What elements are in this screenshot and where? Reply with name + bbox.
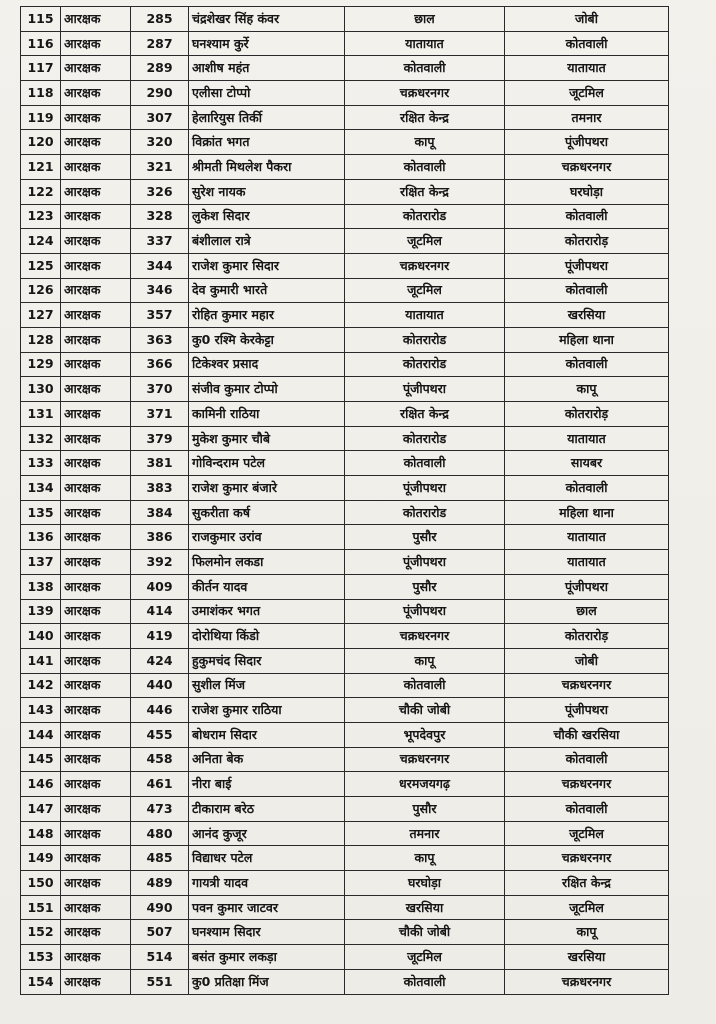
badge-number-cell: 551 bbox=[131, 969, 189, 994]
name-cell: कामिनी राठिया bbox=[189, 402, 345, 427]
name-cell: कु0 प्रतिक्षा मिंज bbox=[189, 969, 345, 994]
name-cell: अनिता बेक bbox=[189, 747, 345, 772]
current-posting-cell: चक्रधरनगर bbox=[345, 747, 505, 772]
new-posting-cell: चक्रधरनगर bbox=[505, 846, 669, 871]
table-row bbox=[21, 7, 669, 32]
new-posting-cell: कोतरारोड़ bbox=[505, 402, 669, 427]
table-row bbox=[21, 327, 669, 352]
name-cell: रोहित कुमार महार bbox=[189, 303, 345, 328]
new-posting-cell: कोतवाली bbox=[505, 204, 669, 229]
new-posting-cell: खरसिया bbox=[505, 303, 669, 328]
name-cell: विक्रांत भगत bbox=[189, 130, 345, 155]
current-posting-cell: कोतवाली bbox=[345, 155, 505, 180]
table-row bbox=[21, 895, 669, 920]
serial-number-cell: 149 bbox=[21, 846, 61, 871]
serial-number-cell: 131 bbox=[21, 402, 61, 427]
serial-number-cell: 126 bbox=[21, 278, 61, 303]
table-row bbox=[21, 105, 669, 130]
rank-cell: आरक्षक bbox=[61, 525, 131, 550]
current-posting-cell: कोतरारोड bbox=[345, 352, 505, 377]
name-cell: टीकाराम बरेठ bbox=[189, 797, 345, 822]
serial-number-cell: 118 bbox=[21, 81, 61, 106]
rank-cell: आरक्षक bbox=[61, 747, 131, 772]
new-posting-cell: यातायात bbox=[505, 525, 669, 550]
serial-number-cell: 135 bbox=[21, 500, 61, 525]
serial-number-cell: 130 bbox=[21, 377, 61, 402]
badge-number-cell: 321 bbox=[131, 155, 189, 180]
rank-cell: आरक्षक bbox=[61, 945, 131, 970]
current-posting-cell: चक्रधरनगर bbox=[345, 624, 505, 649]
rank-cell: आरक्षक bbox=[61, 969, 131, 994]
current-posting-cell: धरमजयगढ़ bbox=[345, 772, 505, 797]
rank-cell: आरक्षक bbox=[61, 31, 131, 56]
badge-number-cell: 440 bbox=[131, 673, 189, 698]
new-posting-cell: जूटमिल bbox=[505, 81, 669, 106]
name-cell: विद्याधर पटेल bbox=[189, 846, 345, 871]
table-row bbox=[21, 525, 669, 550]
current-posting-cell: कोतरारोड bbox=[345, 204, 505, 229]
name-cell: कु0 रश्मि केरकेट्टा bbox=[189, 327, 345, 352]
table-row bbox=[21, 599, 669, 624]
badge-number-cell: 366 bbox=[131, 352, 189, 377]
new-posting-cell: कापू bbox=[505, 377, 669, 402]
new-posting-cell: जूटमिल bbox=[505, 821, 669, 846]
name-cell: राजेश कुमार सिदार bbox=[189, 253, 345, 278]
table-row bbox=[21, 550, 669, 575]
rank-cell: आरक्षक bbox=[61, 303, 131, 328]
current-posting-cell: छाल bbox=[345, 7, 505, 32]
table-row bbox=[21, 253, 669, 278]
rank-cell: आरक्षक bbox=[61, 327, 131, 352]
new-posting-cell: कोतरारोड़ bbox=[505, 624, 669, 649]
rank-cell: आरक्षक bbox=[61, 698, 131, 723]
new-posting-cell: जोबी bbox=[505, 648, 669, 673]
current-posting-cell: पुसौर bbox=[345, 574, 505, 599]
serial-number-cell: 150 bbox=[21, 871, 61, 896]
serial-number-cell: 137 bbox=[21, 550, 61, 575]
rank-cell: आरक्षक bbox=[61, 550, 131, 575]
badge-number-cell: 514 bbox=[131, 945, 189, 970]
new-posting-cell: यातायात bbox=[505, 550, 669, 575]
serial-number-cell: 121 bbox=[21, 155, 61, 180]
serial-number-cell: 151 bbox=[21, 895, 61, 920]
table-row bbox=[21, 476, 669, 501]
table-row bbox=[21, 130, 669, 155]
rank-cell: आरक्षक bbox=[61, 920, 131, 945]
new-posting-cell: तमनार bbox=[505, 105, 669, 130]
rank-cell: आरक्षक bbox=[61, 846, 131, 871]
name-cell: हुकुमचंद सिदार bbox=[189, 648, 345, 673]
current-posting-cell: कोतरारोड bbox=[345, 327, 505, 352]
table-row bbox=[21, 772, 669, 797]
current-posting-cell: पुसौर bbox=[345, 797, 505, 822]
serial-number-cell: 132 bbox=[21, 426, 61, 451]
new-posting-cell: कोतवाली bbox=[505, 476, 669, 501]
name-cell: बोधराम सिदार bbox=[189, 722, 345, 747]
table-row bbox=[21, 500, 669, 525]
name-cell: गोविन्दराम पटेल bbox=[189, 451, 345, 476]
current-posting-cell: चक्रधरनगर bbox=[345, 81, 505, 106]
table-row bbox=[21, 821, 669, 846]
badge-number-cell: 414 bbox=[131, 599, 189, 624]
current-posting-cell: पूंजीपथरा bbox=[345, 599, 505, 624]
table-row bbox=[21, 377, 669, 402]
badge-number-cell: 371 bbox=[131, 402, 189, 427]
serial-number-cell: 133 bbox=[21, 451, 61, 476]
name-cell: राजेश कुमार राठिया bbox=[189, 698, 345, 723]
badge-number-cell: 473 bbox=[131, 797, 189, 822]
current-posting-cell: रक्षित केन्द्र bbox=[345, 105, 505, 130]
name-cell: राजकुमार उरांव bbox=[189, 525, 345, 550]
badge-number-cell: 446 bbox=[131, 698, 189, 723]
rank-cell: आरक्षक bbox=[61, 105, 131, 130]
serial-number-cell: 134 bbox=[21, 476, 61, 501]
table-row bbox=[21, 871, 669, 896]
badge-number-cell: 461 bbox=[131, 772, 189, 797]
name-cell: बंशीलाल रात्रे bbox=[189, 229, 345, 254]
new-posting-cell: सायबर bbox=[505, 451, 669, 476]
new-posting-cell: पूंजीपथरा bbox=[505, 698, 669, 723]
table-row bbox=[21, 204, 669, 229]
name-cell: घनश्याम कुर्रे bbox=[189, 31, 345, 56]
serial-number-cell: 142 bbox=[21, 673, 61, 698]
badge-number-cell: 344 bbox=[131, 253, 189, 278]
current-posting-cell: कोतवाली bbox=[345, 969, 505, 994]
rank-cell: आरक्षक bbox=[61, 155, 131, 180]
name-cell: उमाशंकर भगत bbox=[189, 599, 345, 624]
rank-cell: आरक्षक bbox=[61, 81, 131, 106]
current-posting-cell: रक्षित केन्द्र bbox=[345, 179, 505, 204]
badge-number-cell: 285 bbox=[131, 7, 189, 32]
table-row bbox=[21, 920, 669, 945]
serial-number-cell: 119 bbox=[21, 105, 61, 130]
badge-number-cell: 383 bbox=[131, 476, 189, 501]
serial-number-cell: 140 bbox=[21, 624, 61, 649]
new-posting-cell: चौकी खरसिया bbox=[505, 722, 669, 747]
new-posting-cell: चक्रधरनगर bbox=[505, 969, 669, 994]
serial-number-cell: 145 bbox=[21, 747, 61, 772]
name-cell: टिकेश्वर प्रसाद bbox=[189, 352, 345, 377]
name-cell: दोरोथिया किंडो bbox=[189, 624, 345, 649]
table-row bbox=[21, 179, 669, 204]
name-cell: नीरा बाई bbox=[189, 772, 345, 797]
badge-number-cell: 485 bbox=[131, 846, 189, 871]
serial-number-cell: 138 bbox=[21, 574, 61, 599]
current-posting-cell: पुसौर bbox=[345, 525, 505, 550]
rank-cell: आरक्षक bbox=[61, 7, 131, 32]
table-row bbox=[21, 574, 669, 599]
rank-cell: आरक्षक bbox=[61, 451, 131, 476]
current-posting-cell: चक्रधरनगर bbox=[345, 253, 505, 278]
badge-number-cell: 379 bbox=[131, 426, 189, 451]
badge-number-cell: 381 bbox=[131, 451, 189, 476]
rank-cell: आरक्षक bbox=[61, 772, 131, 797]
name-cell: चंद्रशेखर सिंह कंवर bbox=[189, 7, 345, 32]
rank-cell: आरक्षक bbox=[61, 253, 131, 278]
new-posting-cell: कोतवाली bbox=[505, 747, 669, 772]
serial-number-cell: 141 bbox=[21, 648, 61, 673]
serial-number-cell: 123 bbox=[21, 204, 61, 229]
serial-number-cell: 124 bbox=[21, 229, 61, 254]
table-row bbox=[21, 451, 669, 476]
serial-number-cell: 148 bbox=[21, 821, 61, 846]
current-posting-cell: कोतरारोड bbox=[345, 500, 505, 525]
new-posting-cell: कोतवाली bbox=[505, 352, 669, 377]
serial-number-cell: 122 bbox=[21, 179, 61, 204]
badge-number-cell: 357 bbox=[131, 303, 189, 328]
current-posting-cell: रक्षित केन्द्र bbox=[345, 402, 505, 427]
rank-cell: आरक्षक bbox=[61, 648, 131, 673]
current-posting-cell: कोतवाली bbox=[345, 673, 505, 698]
table-row bbox=[21, 698, 669, 723]
new-posting-cell: जोबी bbox=[505, 7, 669, 32]
new-posting-cell: कोतवाली bbox=[505, 797, 669, 822]
current-posting-cell: यातायात bbox=[345, 31, 505, 56]
current-posting-cell: पूंजीपथरा bbox=[345, 550, 505, 575]
transfer-table-body bbox=[21, 7, 669, 995]
new-posting-cell: पूंजीपथरा bbox=[505, 253, 669, 278]
rank-cell: आरक्षक bbox=[61, 895, 131, 920]
new-posting-cell: छाल bbox=[505, 599, 669, 624]
name-cell: घनश्याम सिदार bbox=[189, 920, 345, 945]
rank-cell: आरक्षक bbox=[61, 426, 131, 451]
serial-number-cell: 147 bbox=[21, 797, 61, 822]
name-cell: गायत्री यादव bbox=[189, 871, 345, 896]
badge-number-cell: 289 bbox=[131, 56, 189, 81]
new-posting-cell: चक्रधरनगर bbox=[505, 155, 669, 180]
badge-number-cell: 507 bbox=[131, 920, 189, 945]
badge-number-cell: 326 bbox=[131, 179, 189, 204]
current-posting-cell: चौकी जोबी bbox=[345, 920, 505, 945]
table-row bbox=[21, 229, 669, 254]
new-posting-cell: कोतवाली bbox=[505, 278, 669, 303]
new-posting-cell: रक्षित केन्द्र bbox=[505, 871, 669, 896]
rank-cell: आरक्षक bbox=[61, 179, 131, 204]
name-cell: आशीष महंत bbox=[189, 56, 345, 81]
new-posting-cell: खरसिया bbox=[505, 945, 669, 970]
name-cell: मुकेश कुमार चौबे bbox=[189, 426, 345, 451]
current-posting-cell: जूटमिल bbox=[345, 945, 505, 970]
serial-number-cell: 117 bbox=[21, 56, 61, 81]
table-row bbox=[21, 624, 669, 649]
badge-number-cell: 287 bbox=[131, 31, 189, 56]
badge-number-cell: 337 bbox=[131, 229, 189, 254]
table-row bbox=[21, 673, 669, 698]
badge-number-cell: 363 bbox=[131, 327, 189, 352]
table-row bbox=[21, 303, 669, 328]
rank-cell: आरक्षक bbox=[61, 500, 131, 525]
rank-cell: आरक्षक bbox=[61, 722, 131, 747]
table-row bbox=[21, 747, 669, 772]
name-cell: बसंत कुमार लकड़ा bbox=[189, 945, 345, 970]
table-row bbox=[21, 648, 669, 673]
serial-number-cell: 115 bbox=[21, 7, 61, 32]
badge-number-cell: 419 bbox=[131, 624, 189, 649]
current-posting-cell: कापू bbox=[345, 648, 505, 673]
table-row bbox=[21, 352, 669, 377]
table-row bbox=[21, 426, 669, 451]
name-cell: सुशील मिंज bbox=[189, 673, 345, 698]
table-row bbox=[21, 846, 669, 871]
table-row bbox=[21, 278, 669, 303]
current-posting-cell: जूटमिल bbox=[345, 278, 505, 303]
rank-cell: आरक्षक bbox=[61, 204, 131, 229]
badge-number-cell: 409 bbox=[131, 574, 189, 599]
table-row bbox=[21, 31, 669, 56]
badge-number-cell: 386 bbox=[131, 525, 189, 550]
table-row bbox=[21, 945, 669, 970]
current-posting-cell: भूपदेवपुर bbox=[345, 722, 505, 747]
new-posting-cell: घरघोड़ा bbox=[505, 179, 669, 204]
rank-cell: आरक्षक bbox=[61, 56, 131, 81]
table-row bbox=[21, 56, 669, 81]
badge-number-cell: 384 bbox=[131, 500, 189, 525]
serial-number-cell: 154 bbox=[21, 969, 61, 994]
current-posting-cell: कापू bbox=[345, 130, 505, 155]
current-posting-cell: पूंजीपथरा bbox=[345, 377, 505, 402]
name-cell: कीर्तन यादव bbox=[189, 574, 345, 599]
serial-number-cell: 128 bbox=[21, 327, 61, 352]
rank-cell: आरक्षक bbox=[61, 574, 131, 599]
serial-number-cell: 120 bbox=[21, 130, 61, 155]
name-cell: पवन कुमार जाटवर bbox=[189, 895, 345, 920]
serial-number-cell: 152 bbox=[21, 920, 61, 945]
current-posting-cell: घरघोड़ा bbox=[345, 871, 505, 896]
badge-number-cell: 346 bbox=[131, 278, 189, 303]
new-posting-cell: जूटमिल bbox=[505, 895, 669, 920]
badge-number-cell: 489 bbox=[131, 871, 189, 896]
rank-cell: आरक्षक bbox=[61, 797, 131, 822]
name-cell: एलीसा टोप्पो bbox=[189, 81, 345, 106]
table-row bbox=[21, 402, 669, 427]
current-posting-cell: चौकी जोबी bbox=[345, 698, 505, 723]
current-posting-cell: यातायात bbox=[345, 303, 505, 328]
badge-number-cell: 490 bbox=[131, 895, 189, 920]
table-row bbox=[21, 155, 669, 180]
serial-number-cell: 146 bbox=[21, 772, 61, 797]
new-posting-cell: पूंजीपथरा bbox=[505, 574, 669, 599]
current-posting-cell: जूटमिल bbox=[345, 229, 505, 254]
current-posting-cell: कोतरारोड bbox=[345, 426, 505, 451]
new-posting-cell: यातायात bbox=[505, 426, 669, 451]
name-cell: संजीव कुमार टोप्पो bbox=[189, 377, 345, 402]
rank-cell: आरक्षक bbox=[61, 821, 131, 846]
rank-cell: आरक्षक bbox=[61, 130, 131, 155]
name-cell: राजेश कुमार बंजारे bbox=[189, 476, 345, 501]
serial-number-cell: 139 bbox=[21, 599, 61, 624]
name-cell: श्रीमती मिथलेश पैकरा bbox=[189, 155, 345, 180]
new-posting-cell: चक्रधरनगर bbox=[505, 673, 669, 698]
rank-cell: आरक्षक bbox=[61, 352, 131, 377]
badge-number-cell: 458 bbox=[131, 747, 189, 772]
new-posting-cell: कोतवाली bbox=[505, 31, 669, 56]
badge-number-cell: 307 bbox=[131, 105, 189, 130]
name-cell: देव कुमारी भारते bbox=[189, 278, 345, 303]
name-cell: सुकरीता कर्ष bbox=[189, 500, 345, 525]
rank-cell: आरक्षक bbox=[61, 673, 131, 698]
new-posting-cell: कोतरारोड़ bbox=[505, 229, 669, 254]
serial-number-cell: 125 bbox=[21, 253, 61, 278]
badge-number-cell: 290 bbox=[131, 81, 189, 106]
badge-number-cell: 370 bbox=[131, 377, 189, 402]
badge-number-cell: 480 bbox=[131, 821, 189, 846]
serial-number-cell: 136 bbox=[21, 525, 61, 550]
name-cell: हेलारियुस तिर्की bbox=[189, 105, 345, 130]
transfer-table bbox=[20, 6, 669, 995]
serial-number-cell: 116 bbox=[21, 31, 61, 56]
table-row bbox=[21, 81, 669, 106]
current-posting-cell: कोतवाली bbox=[345, 451, 505, 476]
current-posting-cell: कोतवाली bbox=[345, 56, 505, 81]
new-posting-cell: महिला थाना bbox=[505, 327, 669, 352]
table-row bbox=[21, 969, 669, 994]
badge-number-cell: 424 bbox=[131, 648, 189, 673]
new-posting-cell: पूंजीपथरा bbox=[505, 130, 669, 155]
rank-cell: आरक्षक bbox=[61, 599, 131, 624]
current-posting-cell: तमनार bbox=[345, 821, 505, 846]
name-cell: सुरेश नायक bbox=[189, 179, 345, 204]
rank-cell: आरक्षक bbox=[61, 229, 131, 254]
rank-cell: आरक्षक bbox=[61, 476, 131, 501]
table-row bbox=[21, 722, 669, 747]
serial-number-cell: 144 bbox=[21, 722, 61, 747]
new-posting-cell: कापू bbox=[505, 920, 669, 945]
name-cell: फिलमोन लकडा bbox=[189, 550, 345, 575]
rank-cell: आरक्षक bbox=[61, 402, 131, 427]
new-posting-cell: यातायात bbox=[505, 56, 669, 81]
current-posting-cell: खरसिया bbox=[345, 895, 505, 920]
current-posting-cell: पूंजीपथरा bbox=[345, 476, 505, 501]
badge-number-cell: 320 bbox=[131, 130, 189, 155]
badge-number-cell: 392 bbox=[131, 550, 189, 575]
new-posting-cell: महिला थाना bbox=[505, 500, 669, 525]
current-posting-cell: कापू bbox=[345, 846, 505, 871]
serial-number-cell: 143 bbox=[21, 698, 61, 723]
serial-number-cell: 127 bbox=[21, 303, 61, 328]
rank-cell: आरक्षक bbox=[61, 871, 131, 896]
table-row bbox=[21, 797, 669, 822]
rank-cell: आरक्षक bbox=[61, 377, 131, 402]
rank-cell: आरक्षक bbox=[61, 624, 131, 649]
serial-number-cell: 153 bbox=[21, 945, 61, 970]
new-posting-cell: चक्रधरनगर bbox=[505, 772, 669, 797]
serial-number-cell: 129 bbox=[21, 352, 61, 377]
badge-number-cell: 328 bbox=[131, 204, 189, 229]
name-cell: आनंद कुजूर bbox=[189, 821, 345, 846]
badge-number-cell: 455 bbox=[131, 722, 189, 747]
name-cell: लुकेश सिदार bbox=[189, 204, 345, 229]
rank-cell: आरक्षक bbox=[61, 278, 131, 303]
